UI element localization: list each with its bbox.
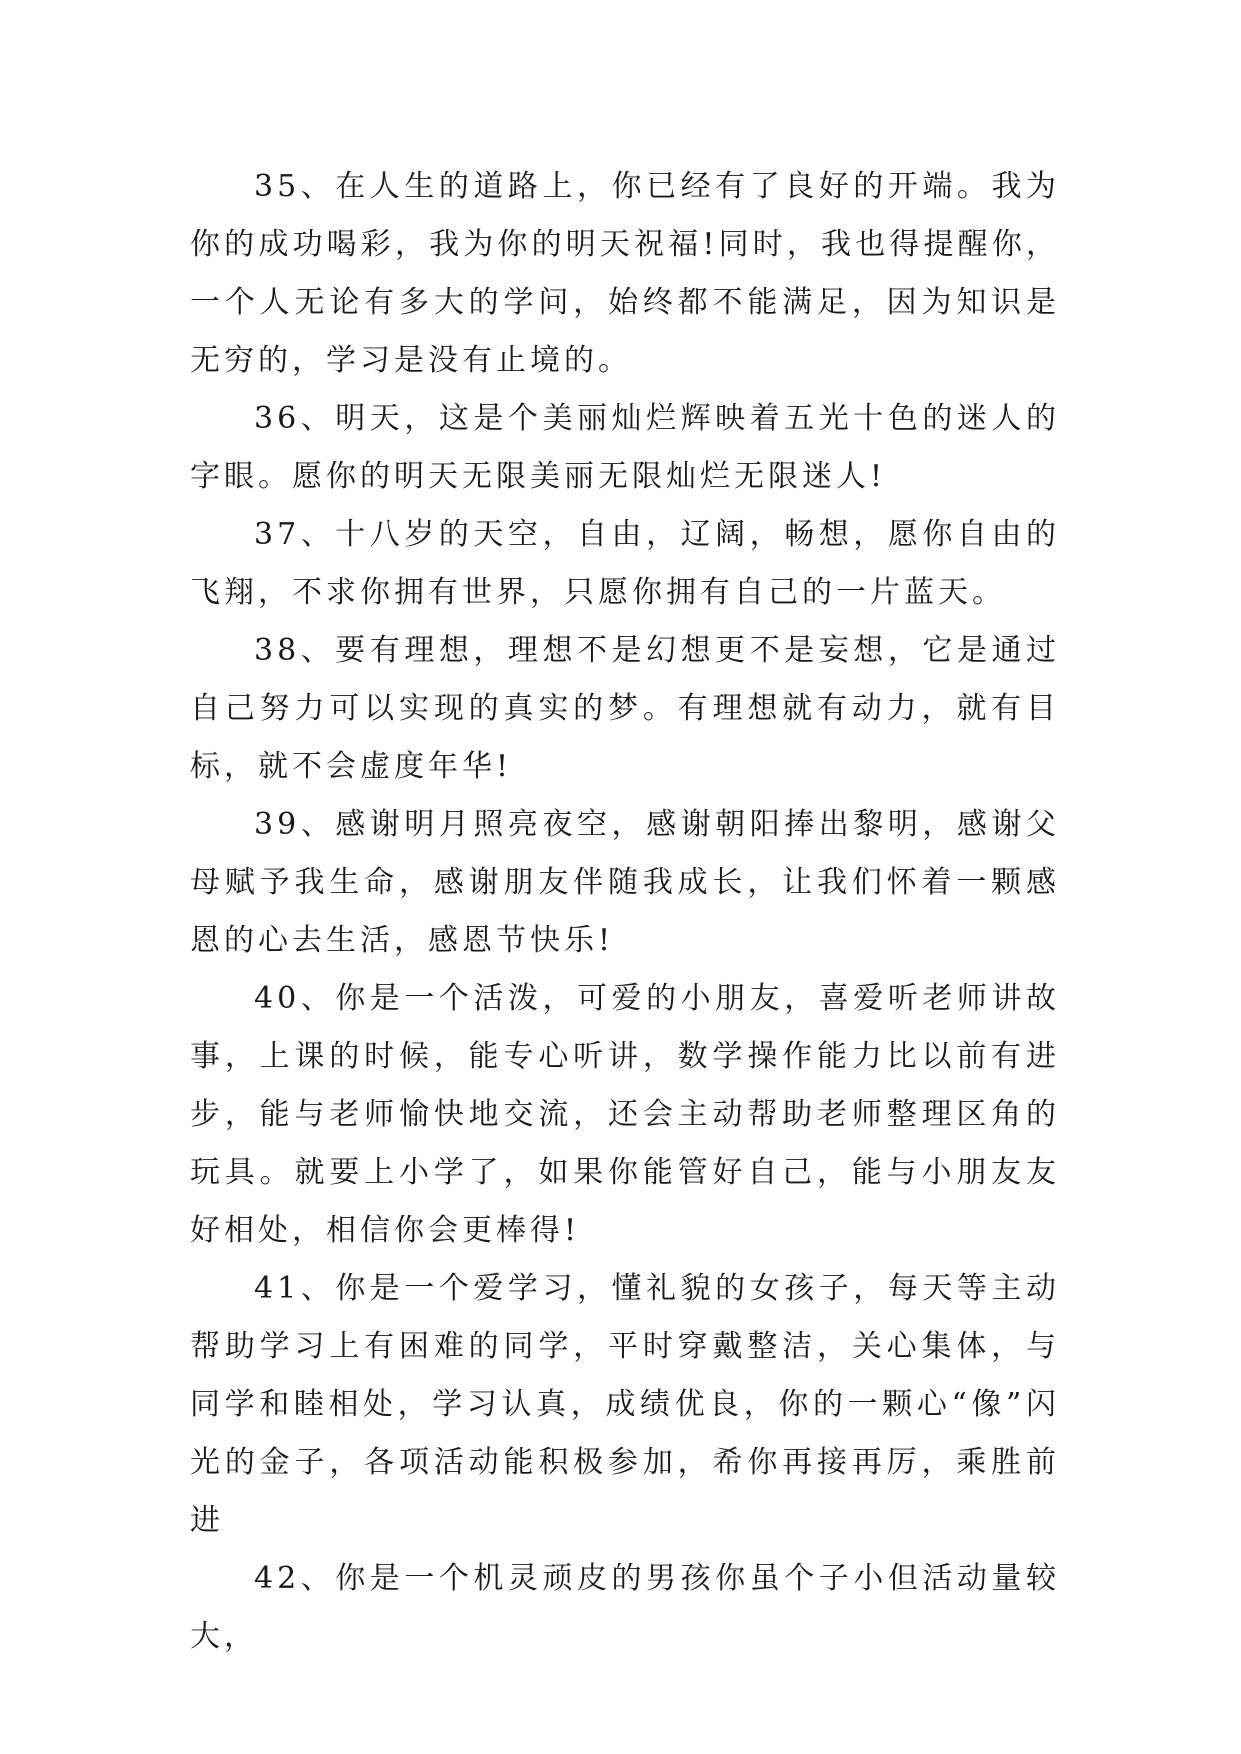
paragraph-38: 38、要有理想，理想不是幻想更不是妄想，它是通过自己努力可以实现的真实的梦。有理想就有动力，就有目标，就不会虚度年华! bbox=[190, 633, 1060, 784]
document-body bbox=[190, 158, 1060, 1666]
paragraph-35: 35、在人生的道路上，你已经有了良好的开端。我为你的成功喝彩，我为你的明天祝福!同时，我也得提醒你，一个人无论有多大的学问，始终都不能满足，因为知识是无穷的，学习是没有止境的。 bbox=[190, 169, 1060, 378]
paragraph-36: 36、明天，这是个美丽灿烂辉映着五光十色的迷人的字眼。愿你的明天无限美丽无限灿烂无限迷人! bbox=[190, 401, 1060, 494]
paragraph-37: 37、十八岁的天空，自由，辽阔，畅想，愿你自由的飞翔，不求你拥有世界，只愿你拥有自己的一片蓝天。 bbox=[190, 517, 1060, 610]
paragraph-39: 39、感谢明月照亮夜空，感谢朝阳捧出黎明，感谢父母赋予我生命，感谢朋友伴随我成长，让我们怀着一颗感恩的心去生活，感恩节快乐! bbox=[190, 807, 1060, 958]
paragraph-41: 41、你是一个爱学习，懂礼貌的女孩子，每天等主动帮助学习上有困难的同学，平时穿戴整洁，关心集体，与同学和睦相处，学习认真，成绩优良，你的一颗心“像”闪光的金子，各项活动能积极参加，希你再接再厉，乘胜前进 bbox=[190, 1271, 1060, 1538]
paragraph-40: 40、你是一个活泼，可爱的小朋友，喜爱听老师讲故事，上课的时候，能专心听讲，数学操作能力比以前有进步，能与老师愉快地交流，还会主动帮助老师整理区角的玩具。就要上小学了，如果你能管好自己，能与小朋友友好相处，相信你会更棒得! bbox=[190, 981, 1060, 1248]
paragraph-42: 42、你是一个机灵顽皮的男孩你虽个子小但活动量较大， bbox=[190, 1561, 1060, 1654]
